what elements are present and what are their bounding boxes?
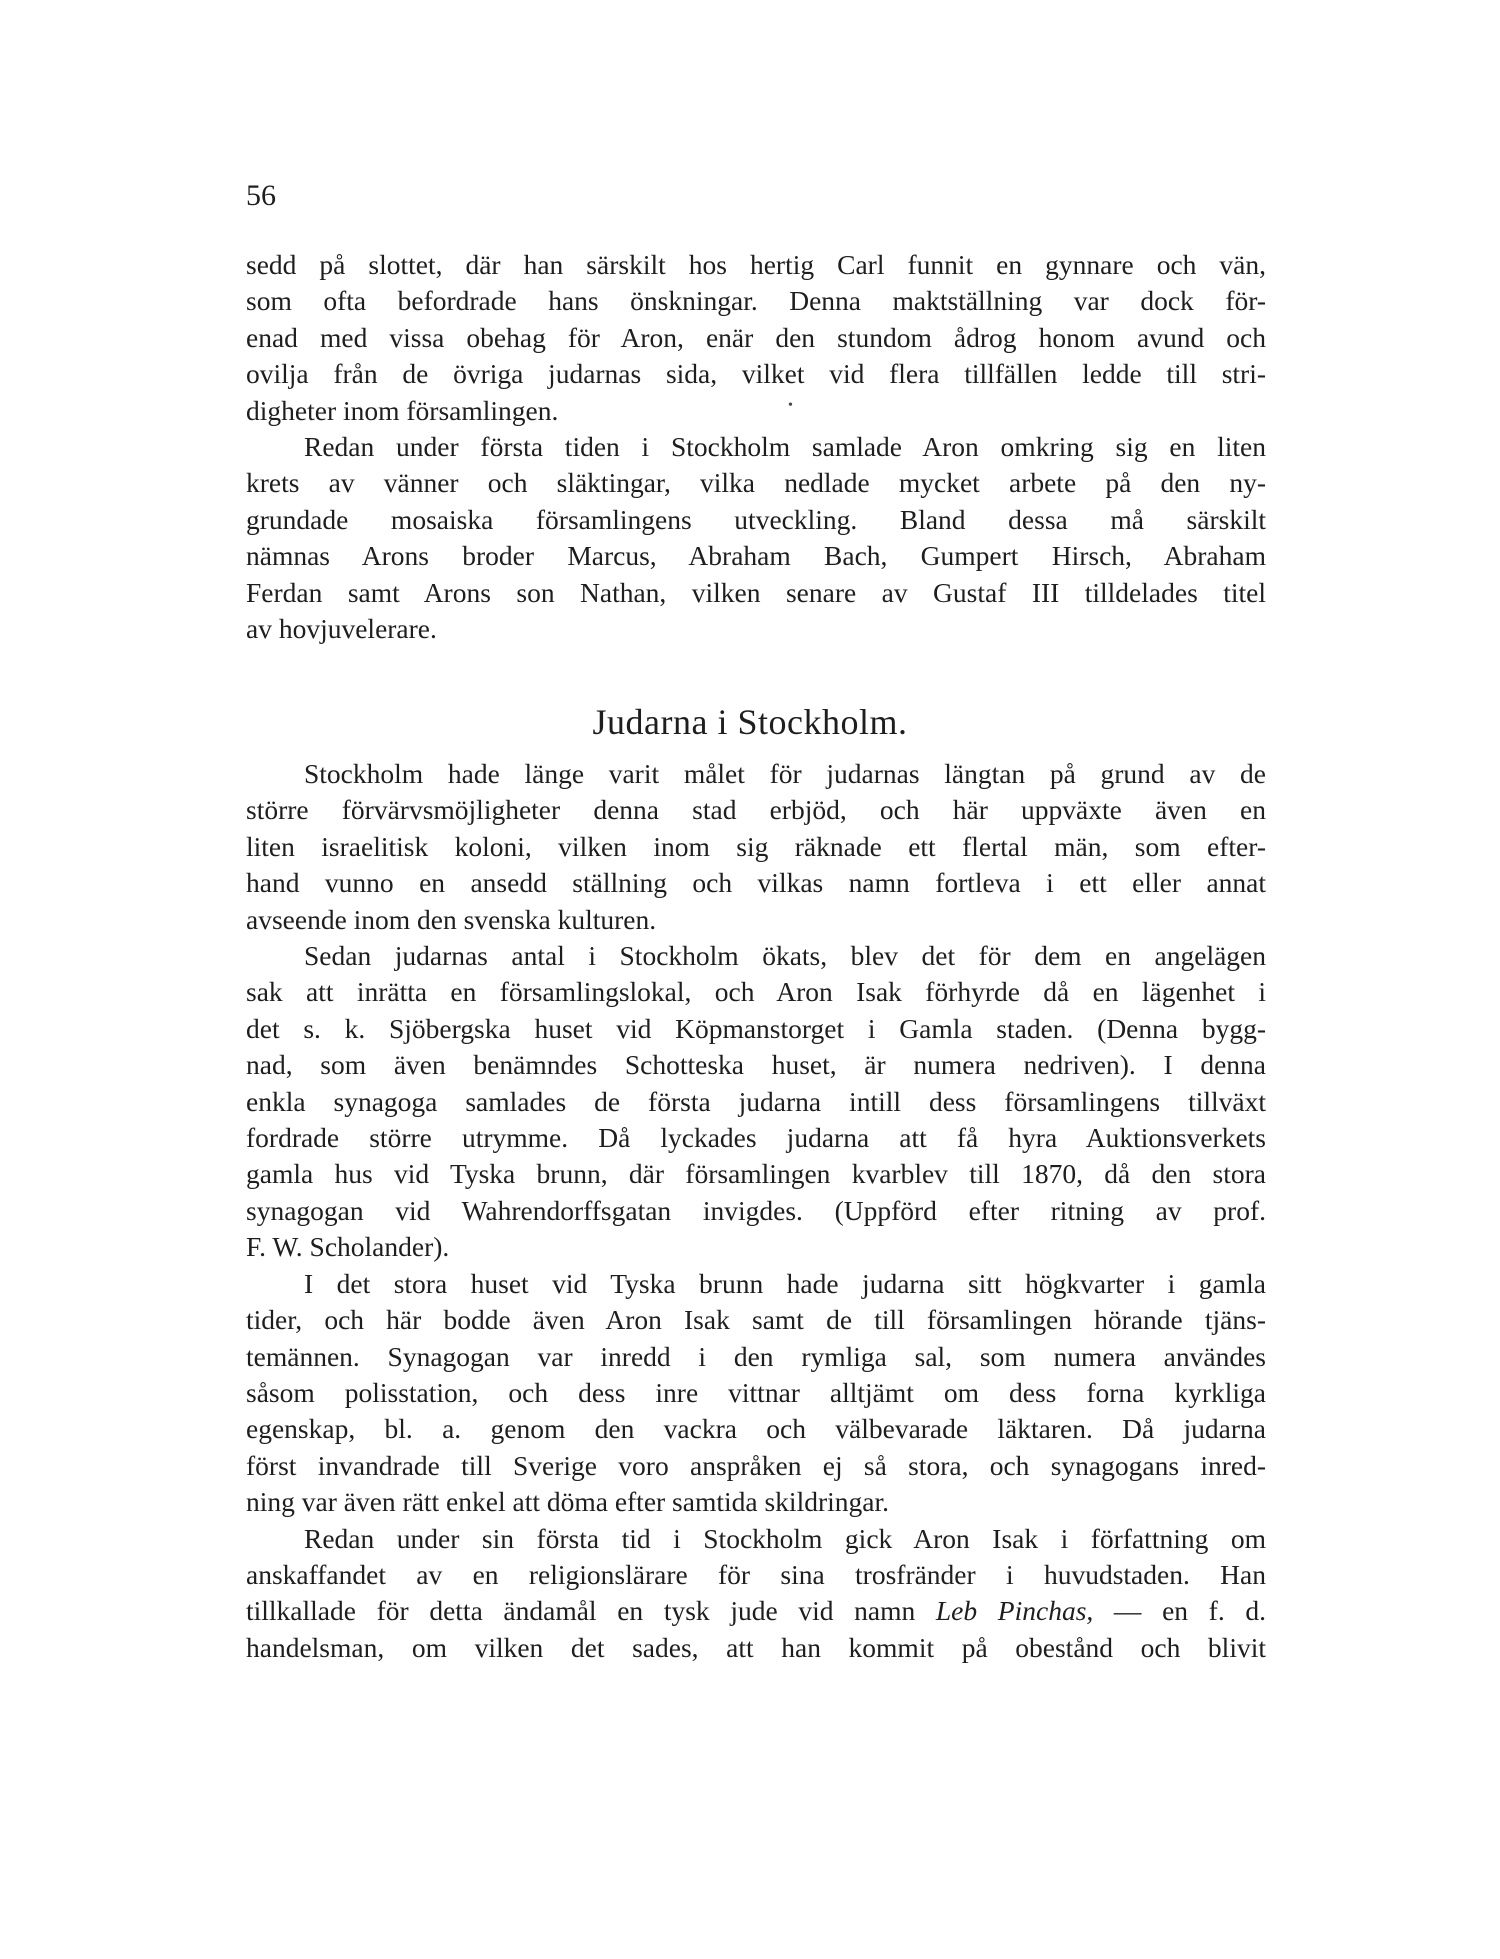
- body-text-block-1: [246, 247, 1266, 647]
- text-line: sedd på slottet, där han särskilt hos hertig Carl funnit en gynnare och vän,: [246, 249, 1266, 280]
- text-line: grundade mosaiska församlingens utveckling. Bland dessa må särskilt: [246, 503, 1266, 535]
- text-line: som ofta befordrade hans önskningar. Denna maktställning var dock för-: [246, 285, 1266, 317]
- text-segment: tillkallade för detta ändamål en tysk jude vid namn: [246, 1595, 916, 1627]
- page-number: 56: [246, 179, 276, 212]
- text-line: Ferdan samt Arons son Nathan, vilken senare av Gustaf III tilldelades titel: [246, 576, 1266, 608]
- text-line: egenskap, bl. a. genom den vackra och välbevarade läktaren. Då judarna: [246, 1413, 1266, 1445]
- text-line: såsom polisstation, och dess inre vittnar alltjämt om dess forna kyrkliga: [246, 1376, 1266, 1408]
- text-line: synagogan vid Wahrendorffsgatan invigdes. (Uppförd efter ritning av prof.: [246, 1194, 1266, 1226]
- text-line: Redan under första tiden i Stockholm samlade Aron omkring sig en liten: [304, 431, 1266, 463]
- text-line: nad, som även benämndes Schotteska huset, är numera nedriven). I denna: [246, 1049, 1266, 1081]
- stray-print-mark: •: [788, 398, 793, 413]
- section-heading: Judarna i Stockholm.: [592, 702, 908, 742]
- text-line: först invandrade till Sverige voro anspråken ej så stora, och synagogans inred-: [246, 1449, 1266, 1481]
- text-line: avseende inom den svenska kulturen.: [246, 903, 657, 935]
- text-line: det s. k. Sjöbergska huset vid Köpmanstorget i Gamla staden. (Denna bygg-: [246, 1012, 1266, 1044]
- text-line: liten israelitisk koloni, vilken inom sig räknade ett flertal män, som efter-: [246, 830, 1266, 862]
- text-line: nämnas Arons broder Marcus, Abraham Bach, Gumpert Hirsch, Abraham: [246, 540, 1266, 572]
- text-line: av hovjuvelerare.: [246, 613, 437, 645]
- text-line: anskaffandet av en religionslärare för sina trosfränder i huvudstaden. Han: [246, 1558, 1266, 1590]
- text-line: F. W. Scholander).: [246, 1231, 450, 1263]
- text-line: Stockholm hade länge varit målet för judarnas längtan på grund av de: [304, 758, 1266, 789]
- text-line: enad med vissa obehag för Aron, enär den stundom ådrog honom avund och: [246, 321, 1266, 353]
- text-line: Redan under sin första tid i Stockholm gick Aron Isak i författning om: [304, 1522, 1266, 1554]
- text-line: Sedan judarnas antal i Stockholm ökats, blev det för dem en angelägen: [304, 940, 1266, 972]
- text-line: krets av vänner och släktingar, vilka nedlade mycket arbete på den ny-: [246, 467, 1266, 499]
- text-line: temännen. Synagogan var inredd i den rymliga sal, som numera användes: [246, 1340, 1266, 1372]
- text-line-with-italic: [246, 1593, 1266, 1629]
- text-line: enkla synagoga samlades de första judarna intill dess församlingens tillväxt: [246, 1085, 1266, 1117]
- text-line: handelsman, om vilken det sades, att han kommit på obestånd och blivit: [246, 1631, 1266, 1663]
- text-segment: — en f. d.: [1093, 1595, 1266, 1627]
- text-line: ovilja från de övriga judarnas sida, vilket vid flera tillfällen ledde till stri-: [246, 358, 1266, 390]
- text-line: tider, och här bodde även Aron Isak samt de till församlingen hörande tjäns-: [246, 1304, 1266, 1336]
- text-line: större förvärvsmöjligheter denna stad erbjöd, och här uppväxte även en: [246, 794, 1266, 826]
- body-text-block-2: [246, 756, 1266, 1666]
- text-line: hand vunno en ansedd ställning och vilkas namn fortleva i ett eller annat: [246, 867, 1266, 899]
- text-line: sak att inrätta en församlingslokal, och Aron Isak förhyrde då en lägenhet i: [246, 976, 1266, 1008]
- text-line: fordrade större utrymme. Då lyckades judarna att få hyra Auktionsverkets: [246, 1122, 1266, 1154]
- text-line: gamla hus vid Tyska brunn, där församlingen kvarblev till 1870, då den stora: [246, 1158, 1266, 1190]
- text-line: digheter inom församlingen.: [246, 394, 559, 426]
- text-line: ning var även rätt enkel att döma efter samtida skildringar.: [246, 1486, 889, 1518]
- text-line: I det stora huset vid Tyska brunn hade judarna sitt högkvarter i gamla: [304, 1267, 1266, 1299]
- italic-name: Leb Pinchas,: [935, 1595, 1094, 1627]
